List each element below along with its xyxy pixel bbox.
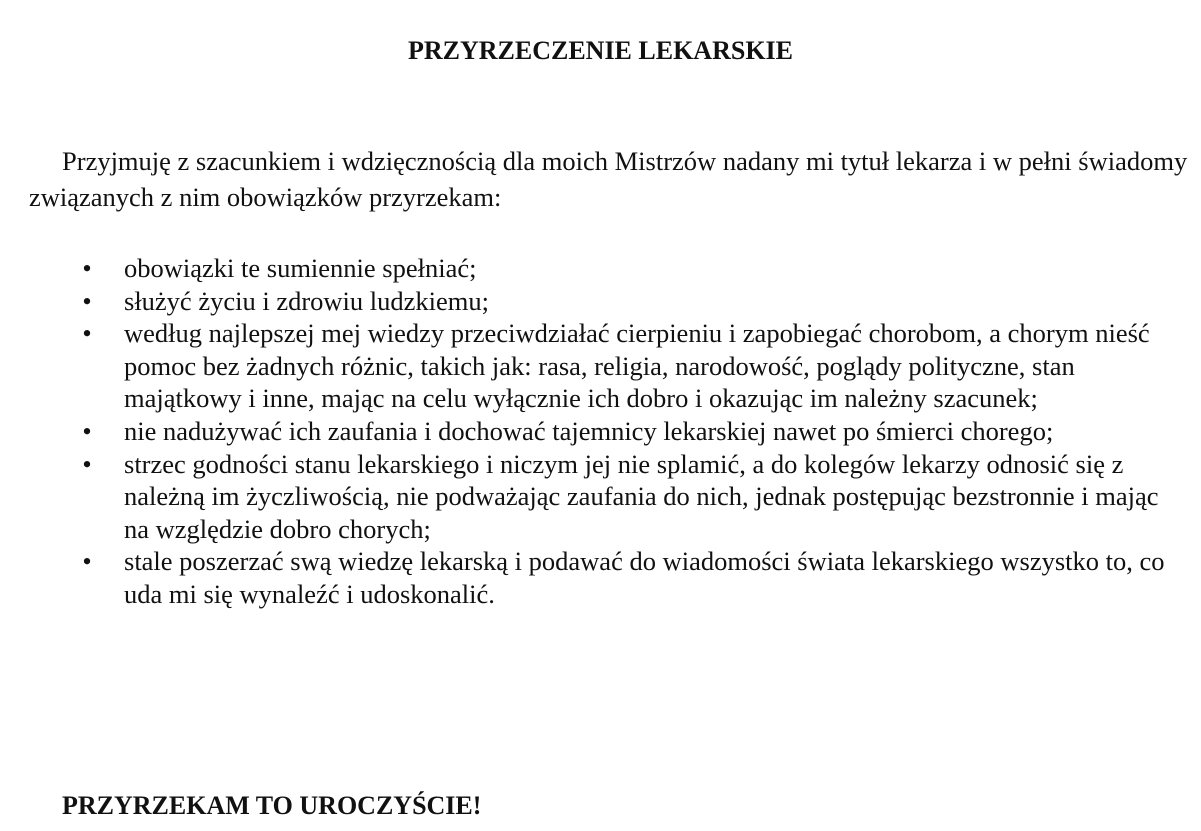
list-item-text: służyć życiu i zdrowiu ludzkiemu; xyxy=(124,285,490,316)
intro-paragraph: Przyjmuję z szacunkiem i wdzięcznością dla moich Mistrzów nadany mi tytuł lekarza i w pełni świadomy związanych z nim obowiązków przyrzekam: xyxy=(29,146,1188,212)
bullet-icon: • xyxy=(82,285,92,316)
bullet-icon: • xyxy=(82,546,92,577)
list-item-text: obowiązki te sumiennie spełniać; xyxy=(124,253,477,283)
list-item-text: stale poszerzać swą wiedzę lekarską i podawać do wiadomości świata lekarskiego wszystko to, co uda mi się wynaleźć i udoskonalić. xyxy=(124,546,1165,609)
list-item xyxy=(0,285,1194,318)
bullet-icon: • xyxy=(82,415,92,446)
bullet-icon: • xyxy=(82,253,92,283)
list-item-text: nie nadużywać ich zaufania i dochować tajemnicy lekarskiej nawet po śmierci chorego; xyxy=(124,415,1054,446)
pledge-list xyxy=(0,252,1201,611)
bullet-icon: • xyxy=(82,318,92,349)
document-title: PRZYRZECZENIE LEKARSKIE xyxy=(407,36,794,65)
list-item xyxy=(0,448,1194,546)
list-item-text: według najlepszej mej wiedzy przeciwdziałać cierpieniu i zapobiegać chorobom, a chorym nieść pomoc bez żadnych różnic, takich jak: rasa, religia, narodowość, poglądy polityczne, stan majątkowy i inne, mając na celu wyłącznie ich dobro i okazując im należny szacunek; xyxy=(124,318,1150,414)
list-item-text: strzec godności stanu lekarskiego i niczym jej nie splamić, a do kolegów lekarzy odnosić się z należną im życzliwością, nie podważając zaufania do nich, jednak postępując bezstronnie i mając na względzie dobro chorych; xyxy=(124,448,1159,544)
closing-statement: PRZYRZEKAM TO UROCZYŚCIE! xyxy=(62,791,482,820)
list-item xyxy=(0,317,1194,415)
list-item xyxy=(0,415,1194,448)
list-item xyxy=(0,545,1194,610)
bullet-icon: • xyxy=(82,448,92,479)
list-item xyxy=(0,252,1194,285)
